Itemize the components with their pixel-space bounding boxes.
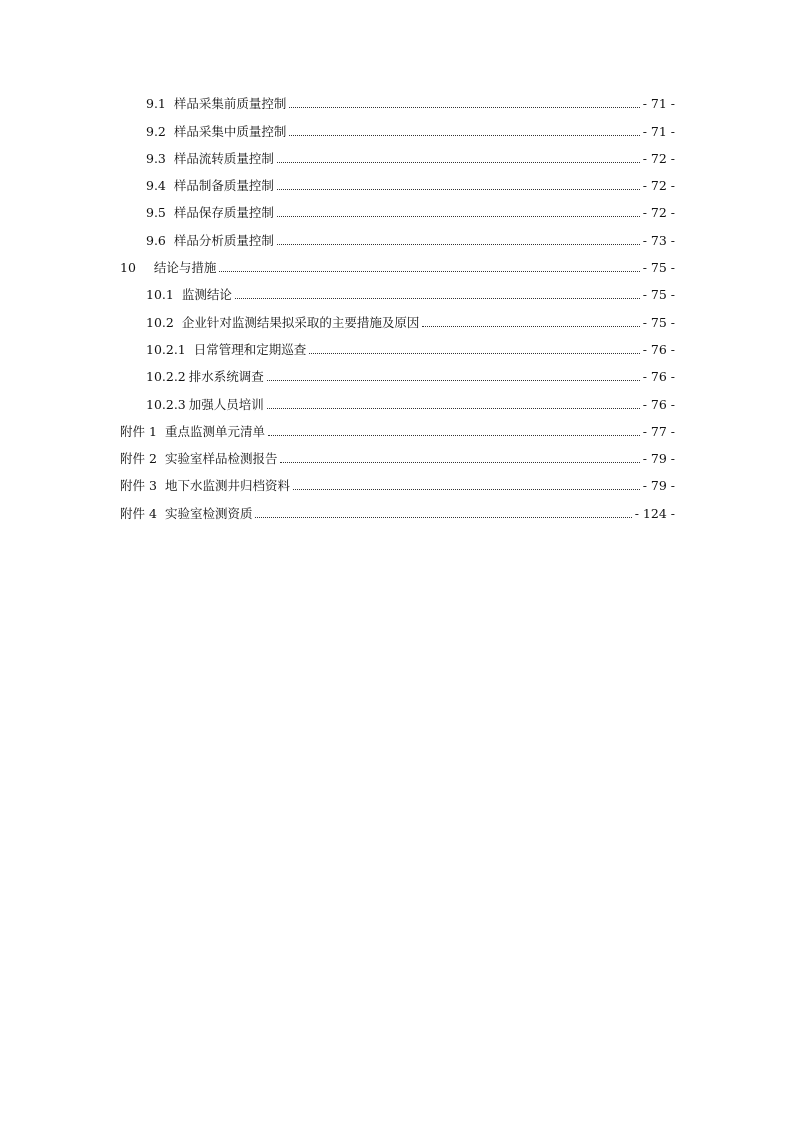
toc-entry-title: 地下水监测井归档资料 [164, 478, 290, 494]
toc-entry-number: 附件 3 [120, 478, 157, 494]
toc-leader-dots [255, 517, 631, 518]
toc-leader-dots [289, 107, 639, 108]
toc-entry-page: - 75 - [642, 260, 675, 276]
toc-entry-title: 企业针对监测结果拟采取的主要措施及原因 [181, 314, 420, 330]
toc-entry-title: 重点监测单元清单 [164, 423, 265, 439]
toc-leader-dots [268, 435, 640, 436]
toc-entry-title: 排水系统调查 [188, 369, 264, 385]
toc-entry-title: 结论与措施 [153, 260, 217, 276]
toc-entry-number: 附件 2 [120, 451, 157, 467]
toc-entry-title: 样品保存质量控制 [173, 205, 274, 221]
toc-entry-page: - 75 - [642, 314, 675, 330]
toc-entry-number: 9.6 [146, 232, 166, 248]
toc-leader-dots [277, 189, 640, 190]
toc-entry-number: 9.4 [146, 178, 166, 194]
toc-entry[interactable] [0, 384, 793, 411]
toc-entry-page: - 73 - [642, 232, 675, 248]
toc-entry-number: 10.2.1 [146, 341, 186, 357]
toc-entry[interactable] [0, 302, 793, 329]
toc-entry-title: 实验室检测资质 [164, 505, 253, 521]
toc-entry-title: 样品采集前质量控制 [173, 96, 287, 112]
toc-entry-number: 10.2.3 [146, 396, 186, 412]
toc-entry[interactable] [0, 439, 793, 466]
toc-entry-page: - 79 - [642, 451, 675, 467]
table-of-contents [0, 84, 793, 521]
toc-entry-title: 样品制备质量控制 [173, 178, 274, 194]
toc-entry-page: - 71 - [642, 123, 675, 139]
toc-entry-number: 附件 1 [120, 423, 157, 439]
toc-entry-number: 10 [120, 260, 136, 276]
toc-entry[interactable] [0, 84, 793, 111]
toc-entry-number: 10.1 [146, 287, 174, 303]
toc-entry-page: - 77 - [642, 423, 675, 439]
toc-leader-dots [289, 135, 639, 136]
toc-entry[interactable] [0, 220, 793, 247]
toc-leader-dots [235, 298, 640, 299]
toc-entry-number: 9.1 [146, 96, 166, 112]
toc-entry-title: 样品分析质量控制 [173, 232, 274, 248]
toc-leader-dots [277, 244, 640, 245]
toc-entry-title: 监测结论 [181, 287, 232, 303]
toc-entry[interactable] [0, 248, 793, 275]
toc-entry[interactable] [0, 493, 793, 520]
toc-entry-number: 9.5 [146, 205, 166, 221]
toc-entry-page: - 76 - [642, 341, 675, 357]
toc-entry-page: - 76 - [642, 396, 675, 412]
toc-entry-number: 附件 4 [120, 505, 157, 521]
toc-entry-title: 实验室样品检测报告 [164, 451, 278, 467]
toc-entry-title: 样品采集中质量控制 [173, 123, 287, 139]
toc-entry-page: - 76 - [642, 369, 675, 385]
toc-entry-page: - 71 - [642, 96, 675, 112]
toc-entry[interactable] [0, 139, 793, 166]
toc-entry[interactable] [0, 330, 793, 357]
toc-entry-number: 10.2 [146, 314, 174, 330]
toc-entry-number: 10.2.2 [146, 369, 186, 385]
toc-leader-dots [219, 271, 639, 272]
toc-leader-dots [267, 408, 640, 409]
toc-entry-title: 加强人员培训 [188, 396, 264, 412]
toc-entry[interactable] [0, 357, 793, 384]
toc-entry[interactable] [0, 466, 793, 493]
toc-entry-page: - 124 - [634, 505, 675, 521]
toc-leader-dots [267, 380, 640, 381]
toc-entry[interactable] [0, 193, 793, 220]
toc-leader-dots [277, 216, 640, 217]
toc-leader-dots [309, 353, 639, 354]
toc-entry-page: - 79 - [642, 478, 675, 494]
toc-leader-dots [293, 489, 640, 490]
toc-entry-page: - 72 - [642, 150, 675, 166]
toc-entry-page: - 72 - [642, 178, 675, 194]
toc-entry-page: - 75 - [642, 287, 675, 303]
toc-entry-title: 样品流转质量控制 [173, 150, 274, 166]
toc-leader-dots [422, 326, 639, 327]
toc-entry-title: 日常管理和定期巡查 [193, 341, 307, 357]
toc-entry[interactable] [0, 111, 793, 138]
toc-entry-number: 9.2 [146, 123, 166, 139]
toc-leader-dots [280, 462, 639, 463]
toc-entry-number: 9.3 [146, 150, 166, 166]
toc-entry[interactable] [0, 275, 793, 302]
toc-leader-dots [277, 162, 640, 163]
toc-entry-page: - 72 - [642, 205, 675, 221]
toc-entry[interactable] [0, 412, 793, 439]
toc-entry[interactable] [0, 166, 793, 193]
